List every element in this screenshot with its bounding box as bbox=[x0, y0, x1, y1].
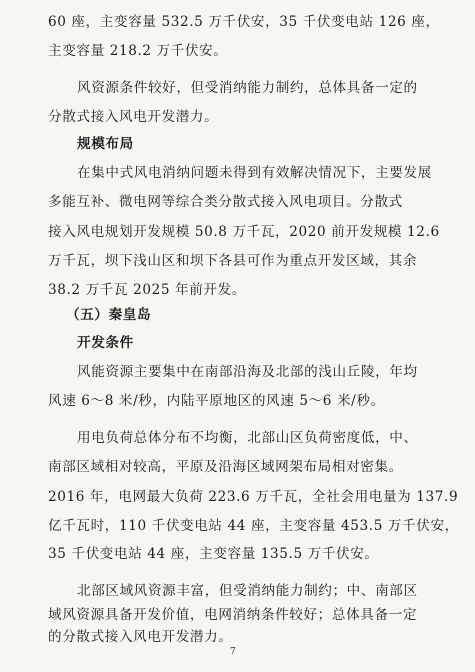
text-line: 38.2 万千瓦 2025 年前开发。 bbox=[48, 282, 246, 298]
text-line: 亿千瓦时，110 千伏变电站 44 座，主变容量 453.5 万千伏安， bbox=[48, 518, 459, 534]
text-line: 60 座，主变容量 532.5 万千伏安，35 千伏变电站 126 座， bbox=[48, 14, 440, 30]
paragraph-start: 在集中式风电消纳问题未得到有效解决情况下，主要发展 bbox=[77, 165, 432, 181]
text-line: 2016 年，电网最大负荷 223.6 万千瓦，全社会用电量为 137.9 bbox=[48, 489, 459, 505]
text-line: 35 千伏变电站 44 座，主变容量 135.5 万千伏安。 bbox=[48, 546, 379, 562]
paragraph-start: 风能资源主要集中在南部沿海及北部的浅山丘陵，年均 bbox=[77, 364, 418, 380]
text-line: 风速 6～8 米/秒，内陆平原地区的风速 5～6 米/秒。 bbox=[48, 393, 385, 409]
paragraph-start: 风资源条件较好，但受消纳能力制约，总体具备一定的 bbox=[77, 80, 418, 96]
text-line: 分散式接入风电开发潜力。 bbox=[48, 109, 219, 125]
text-line: 域风资源具备开发价值，电网消纳条件较好；总体具备一定 bbox=[48, 607, 418, 623]
text-line: 的分散式接入风电开发潜力。 bbox=[48, 629, 233, 645]
text-line: 万千瓦，坝下浅山区和坝下各县可作为重点开发区域，其余 bbox=[48, 253, 418, 269]
paragraph-start: 用电负荷总体分布不均衡，北部山区负荷密度低，中、 bbox=[77, 430, 418, 446]
text-line: 接入风电规划开发规模 50.8 万千瓦，2020 前开发规模 12.6 bbox=[48, 224, 440, 240]
section-heading: 开发条件 bbox=[77, 335, 134, 351]
page-number: 7 bbox=[230, 647, 236, 657]
text-line: 主变容量 218.2 万千伏安。 bbox=[48, 43, 228, 59]
section-heading: 规模布局 bbox=[77, 136, 134, 152]
section-title-qinhuangdao: （五）秦皇岛 bbox=[66, 307, 152, 323]
text-line: 多能互补、微电网等综合类分散式接入风电项目。分散式 bbox=[48, 194, 403, 210]
paragraph-start: 北部区域风资源丰富，但受消纳能力制约；中、南部区 bbox=[77, 583, 418, 599]
text-line: 南部区域相对较高，平原及沿海区域网架布局相对密集。 bbox=[48, 459, 403, 475]
